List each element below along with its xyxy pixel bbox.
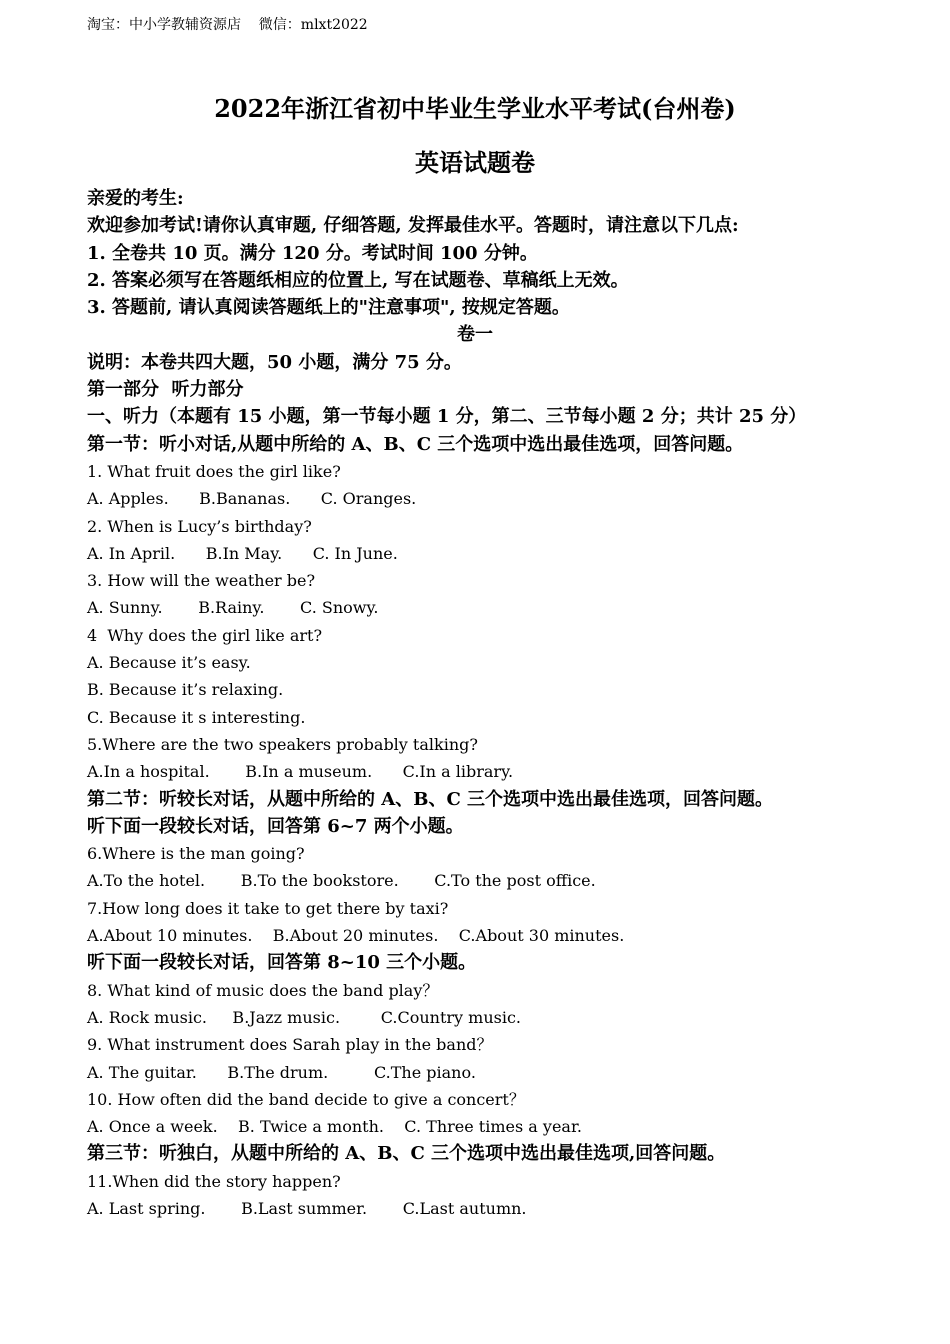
header-shop-info: 淘宝：中小学教辅资源店 微信：mlxt2022 <box>87 17 368 33</box>
instruction-line: 欢迎参加考试!请你认真审题, 仔细答题, 发挥最佳水平。答题时，请注意以下几点: <box>87 215 739 237</box>
question-line: C. Because it s interesting. <box>87 707 306 727</box>
exam-title: 2022年浙江省初中毕业生学业水平考试(台州卷) <box>214 94 736 123</box>
question-line: A. In April. B.In May. C. In June. <box>87 543 398 563</box>
question-line: A. Rock music. B.Jazz music. C.Country music. <box>87 1007 522 1027</box>
question-line: A. Last spring. B.Last summer. C.Last autumn. <box>87 1198 527 1218</box>
question-line: A. Because it’s easy. <box>87 653 251 673</box>
question-line: A.To the hotel. B.To the bookstore. C.To the post office. <box>87 871 596 891</box>
question-line: A. Sunny. B.Rainy. C. Snowy. <box>87 598 379 618</box>
question-line: A. Once a week. B. Twice a month. C. Three times a year. <box>87 1117 582 1137</box>
instruction-line: 1. 全卷共 10 页。满分 120 分。考试时间 100 分钟。 <box>87 242 538 264</box>
instruction-line: 3. 答题前, 请认真阅读答题纸上的"注意事项", 按规定答题。 <box>87 297 570 319</box>
question-line: 2. When is Lucy’s birthday? <box>87 516 312 536</box>
question-line: 5.Where are the two speakers probably talking? <box>87 734 478 754</box>
question-line: 10. How often did the band decide to give a concert？ <box>87 1089 525 1109</box>
instruction-line: 听下面一段较长对话，回答第 6~7 两个小题。 <box>87 815 464 837</box>
instruction-line: 说明：本卷共四大题，50 小题，满分 75 分。 <box>87 351 462 373</box>
question-line: A. Apples. B.Bananas. C. Oranges. <box>87 489 417 509</box>
instruction-line: 亲爱的考生: <box>87 188 184 209</box>
question-line: A.In a hospital. B.In a museum. C.In a library. <box>87 762 514 782</box>
question-line: B. Because it’s relaxing. <box>87 680 284 700</box>
question-line: A. The guitar. B.The drum. C.The piano. <box>87 1062 476 1082</box>
question-line: 6.Where is the man going? <box>87 844 305 864</box>
question-line: 11.When did the story happen? <box>87 1171 341 1191</box>
instruction-line: 卷一 <box>457 324 493 346</box>
instruction-line: 2. 答案必须写在答题纸相应的位置上, 写在试题卷、草稿纸上无效。 <box>87 269 629 291</box>
exam-body <box>87 185 887 1222</box>
instruction-line: 第二节：听较长对话，从题中所给的 A、B、C 三个选项中选出最佳选项，回答问题。 <box>87 788 774 810</box>
exam-subtitle: 英语试题卷 <box>415 148 535 177</box>
instruction-line: 听下面一段较长对话，回答第 8~10 三个小题。 <box>87 952 477 974</box>
question-line: 4 Why does the girl like art? <box>87 625 323 645</box>
instruction-line: 一、听力（本题有 15 小题，第一节每小题 1 分，第二、三节每小题 2 分；共计 25 分） <box>87 406 807 428</box>
instruction-line: 第三节：听独白，从题中所给的 A、B、C 三个选项中选出最佳选项,回答问题。 <box>87 1143 726 1165</box>
instruction-line: 第一节：听小对话,从题中所给的 A、B、C 三个选项中选出最佳选项，回答问题。 <box>87 433 744 455</box>
question-line: 7.How long does it take to get there by taxi? <box>87 898 449 918</box>
question-line: 9. What instrument does Sarah play in the band？ <box>87 1035 493 1055</box>
question-line: 3. How will the weather be? <box>87 571 316 591</box>
question-line: 8. What kind of music does the band play？ <box>87 980 439 1000</box>
instruction-line: 第一部分 听力部分 <box>87 379 244 401</box>
question-line: 1. What fruit does the girl like? <box>87 461 341 481</box>
question-line: A.About 10 minutes. B.About 20 minutes. C.About 30 minutes. <box>87 926 625 946</box>
